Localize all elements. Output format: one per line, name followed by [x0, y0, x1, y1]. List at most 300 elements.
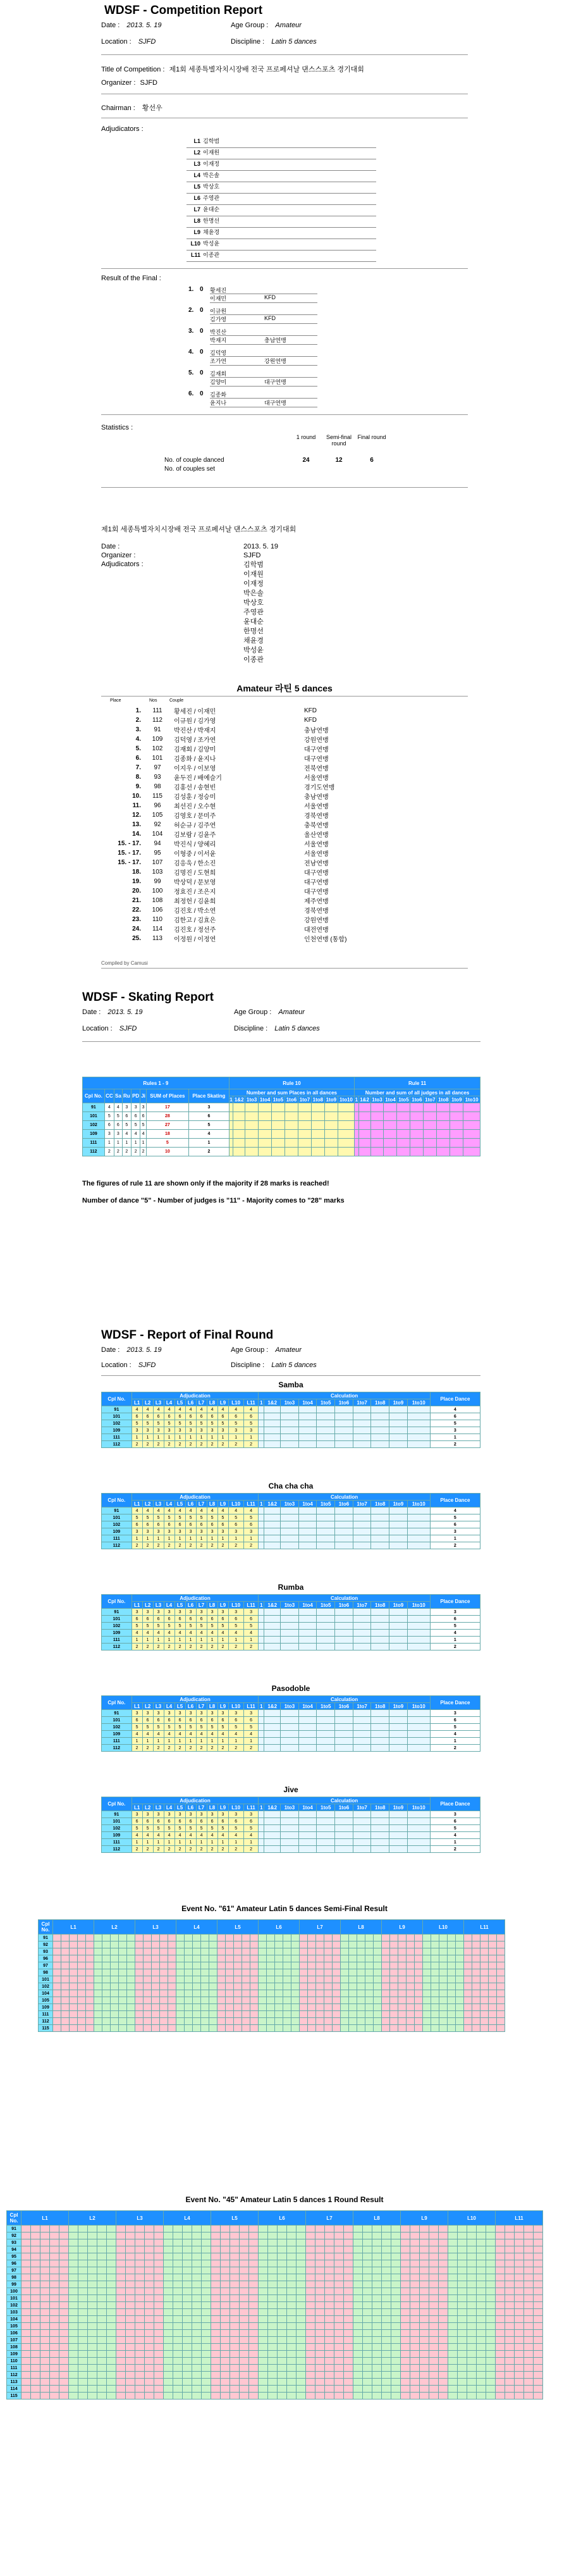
judge-mark: 6 [243, 1616, 259, 1623]
cpl-no: 109 [83, 1130, 105, 1139]
mark-cell [429, 2295, 439, 2302]
mark-cell [486, 2393, 496, 2400]
mark-cell [226, 1955, 234, 1962]
rank-couple: 김진호 / 박소연 [174, 908, 216, 915]
calc-col-header: 1to9 [450, 1096, 463, 1103]
calc-cell [259, 1535, 264, 1542]
mark-cell [69, 2260, 78, 2267]
dance-subheader-row [102, 1399, 480, 1406]
mark-cell [401, 2358, 410, 2365]
mark-cell [40, 2302, 50, 2309]
judge-mark: 2 [132, 1846, 142, 1853]
mark-cell [88, 2288, 97, 2295]
calc-cell [389, 1508, 408, 1514]
mark-cell [154, 2386, 164, 2393]
adjudicator-name: 박은솔 [203, 172, 220, 178]
mark-cell [230, 2302, 240, 2309]
mark-cell [259, 2260, 268, 2267]
judge-mark: 1 [132, 1535, 142, 1542]
mark-cell [70, 2018, 78, 2025]
mark-cell [534, 2337, 543, 2344]
mark-cell [116, 2323, 126, 2330]
mark-cell [135, 2295, 145, 2302]
mark-cell [192, 2344, 202, 2351]
judge-mark: 6 [164, 1616, 174, 1623]
calc-cell [317, 1738, 335, 1745]
mark-cell [94, 1983, 102, 1990]
place-dance: 2 [430, 1542, 480, 1549]
judge-header: L9 [217, 1399, 228, 1406]
mark-cell [315, 2232, 325, 2239]
mark-cell [164, 2344, 173, 2351]
mark-cell [126, 2386, 135, 2393]
mark-cell [145, 2288, 154, 2295]
calc-cell [353, 1811, 371, 1818]
judge-header: L8 [341, 1920, 382, 1935]
mark-cell [357, 1969, 365, 1976]
calc-col-header: 1to5 [317, 1399, 335, 1406]
mark-cell [176, 1948, 185, 1955]
mark-cell [59, 2372, 69, 2379]
calc-col-header: 1to8 [371, 1703, 389, 1710]
mark-cell [61, 2011, 70, 2018]
calc-cell [281, 1616, 299, 1623]
mark-cell [154, 2274, 164, 2281]
cpl-no: 104 [7, 2316, 21, 2323]
mark-cell [410, 2372, 420, 2379]
mark-cell [173, 2246, 183, 2253]
mark-cell [429, 2226, 439, 2232]
mark-cell [515, 2267, 524, 2274]
mark-cell [363, 2260, 372, 2267]
mark-cell [325, 2351, 334, 2358]
rule10-cell [233, 1139, 245, 1148]
cpl-no: 111 [39, 2011, 53, 2018]
ranking-row [104, 715, 420, 725]
mark-cell [173, 2288, 183, 2295]
judge-mark: 3 [196, 1710, 207, 1717]
col-nos-header: Nos [149, 698, 157, 703]
mark-cell [420, 2239, 429, 2246]
mark-cell [267, 2011, 275, 2018]
mark-cell [431, 2004, 439, 2011]
calc-cell [264, 1710, 281, 1717]
cpl-no: 102 [102, 1724, 132, 1731]
mark-cell [21, 2379, 31, 2386]
rule10-cell [245, 1130, 259, 1139]
mark-cell [391, 2372, 401, 2379]
rank-place: 4. [135, 736, 141, 743]
judge-mark: 4 [196, 1731, 207, 1738]
mark-cell [415, 1948, 423, 1955]
result-dancer: 박진산 [210, 329, 227, 335]
judge-mark: 2 [174, 1542, 185, 1549]
rank-place: 7. [135, 764, 141, 771]
mark-cell [242, 1948, 250, 1955]
dance-row [102, 1738, 480, 1745]
mark-cell [372, 2372, 382, 2379]
mark-cell [202, 2316, 211, 2323]
mark-cell [477, 2330, 486, 2337]
result-row [188, 328, 378, 348]
judge-mark: 3 [164, 1811, 174, 1818]
mark-cell [240, 2379, 249, 2386]
mark-cell [242, 1990, 250, 1997]
judge-mark: 3 [217, 1811, 228, 1818]
mark-cell [127, 1969, 135, 1976]
judge-mark: 1 [142, 1434, 153, 1441]
cpl-no: 102 [102, 1825, 132, 1832]
mark-cell [291, 2011, 300, 2018]
mark-cell [407, 1983, 415, 1990]
mark-cell [439, 2226, 448, 2232]
mark-cell [21, 2232, 31, 2239]
mark-cell [353, 2274, 363, 2281]
mark-cell [439, 1955, 448, 1962]
sum-places: 10 [146, 1148, 188, 1156]
mark-cell [78, 2253, 88, 2260]
mark-cell [88, 2295, 97, 2302]
mark-cell [78, 1955, 86, 1962]
rule11-cell [370, 1130, 384, 1139]
result-row [188, 286, 378, 306]
mark-cell [242, 1976, 250, 1983]
judge-header: L9 [401, 2211, 448, 2226]
mark-cell [192, 2260, 202, 2267]
mark-cell [40, 2295, 50, 2302]
mark-cell [126, 2226, 135, 2232]
rank-place: 9. [135, 783, 141, 790]
mark-cell [324, 1941, 333, 1948]
place-dance: 3 [430, 1427, 480, 1434]
mark-cell [458, 2295, 467, 2302]
mark-cell [209, 2004, 217, 2011]
mark-cell [391, 2309, 401, 2316]
mark-cell [324, 1997, 333, 2004]
mark-cell [456, 1976, 464, 1983]
mark-cell [325, 2365, 334, 2372]
judge-mark: 2 [174, 1745, 185, 1752]
age-label: Age Group : [231, 22, 269, 29]
mark-cell [308, 1941, 316, 1948]
rule11-cell [450, 1148, 463, 1156]
mark-cell [448, 2323, 458, 2330]
mark-cell [325, 2267, 334, 2274]
mark-cell [363, 2302, 372, 2309]
calc-cell [353, 1710, 371, 1717]
mark-cell [119, 1941, 127, 1948]
mark-cell [107, 2281, 116, 2288]
mark-cell [240, 2232, 249, 2239]
mark-cell [333, 1948, 341, 1955]
mark-cell [88, 2393, 97, 2400]
mark-cell [439, 2274, 448, 2281]
mark-cell [534, 2239, 543, 2246]
mark-cell [21, 2302, 31, 2309]
calculation-header: Calculation [259, 1392, 430, 1399]
sum-places: 18 [146, 1130, 188, 1139]
mark-cell [353, 2295, 363, 2302]
mark-cell [472, 1983, 480, 1990]
location-row [101, 38, 156, 46]
mark-cell [61, 1955, 70, 1962]
calc-cell [335, 1528, 353, 1535]
rule11-cell [437, 1121, 450, 1130]
rank-club: 제주연맹 [304, 898, 329, 905]
mark-cell [259, 1935, 267, 1941]
mark-cell [333, 1983, 341, 1990]
mark-cell [86, 2011, 94, 2018]
mark-cell [415, 1976, 423, 1983]
mark-cell [505, 2309, 515, 2316]
calc-cell [371, 1609, 389, 1616]
rank-club: 경기도연맹 [304, 784, 335, 791]
mark-cell [97, 2316, 107, 2323]
mark-cell [61, 1935, 70, 1941]
rule11-cell [463, 1121, 480, 1130]
mark-cell [250, 1962, 259, 1969]
mark-cell [398, 1948, 407, 1955]
dance-header-row [102, 1797, 480, 1804]
mark-cell [439, 2323, 448, 2330]
mark-cell [325, 2246, 334, 2253]
mark-cell [97, 2344, 107, 2351]
mark-cell [278, 2309, 287, 2316]
mark-cell [201, 2011, 209, 2018]
mark-cell [407, 2025, 415, 2032]
mark-cell [534, 2260, 543, 2267]
mark-cell [325, 2330, 334, 2337]
mark-cell [420, 2226, 429, 2232]
calc-col-header: 1to5 [397, 1096, 410, 1103]
dance-place: 4 [104, 1103, 114, 1112]
mark-cell [515, 2295, 524, 2302]
calc-cell [371, 1724, 389, 1731]
mark-cell [240, 2309, 249, 2316]
calc-cell [353, 1441, 371, 1448]
rank-club: 대구연맹 [304, 879, 329, 886]
mark-cell [185, 1955, 193, 1962]
judge-mark: 2 [164, 1542, 174, 1549]
grid-row [7, 2260, 543, 2267]
mark-cell [173, 2232, 183, 2239]
mark-cell [372, 2386, 382, 2393]
rank-couple: 김종화 / 윤지나 [174, 756, 216, 763]
adjudicator-row [187, 194, 376, 205]
rank-club: 대전연맹 [304, 927, 329, 934]
mark-cell [275, 2018, 283, 2025]
calc-cell [335, 1839, 353, 1846]
cpl-no: 107 [7, 2337, 21, 2344]
mark-cell [268, 2302, 278, 2309]
mark-cell [144, 1969, 152, 1976]
mark-cell [349, 1955, 357, 1962]
calc-cell [371, 1413, 389, 1420]
dance-row [102, 1441, 480, 1448]
mark-cell [97, 2323, 107, 2330]
mark-cell [439, 2393, 448, 2400]
mark-cell [164, 2323, 173, 2330]
judge-mark: 4 [153, 1731, 164, 1738]
mark-cell [107, 2393, 116, 2400]
mark-cell [211, 2386, 221, 2393]
mark-cell [249, 2379, 259, 2386]
mark-cell [306, 2316, 315, 2323]
mark-cell [221, 2337, 230, 2344]
mark-cell [102, 1976, 111, 1983]
judge-mark: 2 [228, 1542, 243, 1549]
mark-cell [145, 2372, 154, 2379]
result-club: KFD [264, 294, 276, 300]
calc-cell [407, 1738, 430, 1745]
judge-mark: 4 [174, 1731, 185, 1738]
mark-cell [464, 2025, 472, 2032]
mark-cell [173, 2226, 183, 2232]
mark-cell [374, 1990, 382, 1997]
rule10-cell [284, 1103, 298, 1112]
judge-mark: 1 [243, 1738, 259, 1745]
judge-mark: 5 [185, 1420, 196, 1427]
rank-place: 20. [132, 888, 141, 895]
mark-cell [486, 2226, 496, 2232]
mark-cell [94, 1935, 102, 1941]
dance-row [102, 1542, 480, 1549]
mark-cell [107, 2288, 116, 2295]
rule11-cell [424, 1121, 437, 1130]
mark-cell [505, 2246, 515, 2253]
mark-cell [477, 2344, 486, 2351]
mark-cell [193, 2018, 201, 2025]
result-label: Result of the Final : [101, 275, 161, 282]
calc-cell [407, 1535, 430, 1542]
mark-cell [221, 2267, 230, 2274]
rule10-cell [338, 1130, 354, 1139]
calc-cell [317, 1731, 335, 1738]
mark-cell [160, 1948, 168, 1955]
rule10-cell [298, 1121, 311, 1130]
mark-cell [31, 2239, 40, 2246]
dance-name: Rumba [278, 1583, 304, 1592]
mark-cell [176, 1976, 185, 1983]
mark-cell [515, 2239, 524, 2246]
mark-cell [458, 2267, 467, 2274]
cpl-no: 111 [102, 1839, 132, 1846]
cpl-no: 101 [102, 1818, 132, 1825]
mark-cell [250, 2004, 259, 2011]
mark-cell [97, 2302, 107, 2309]
mark-cell [116, 2351, 126, 2358]
mark-cell [119, 1976, 127, 1983]
mark-cell [382, 2267, 391, 2274]
mark-cell [515, 2386, 524, 2393]
mark-cell [497, 1941, 505, 1948]
calc-cell [259, 1623, 264, 1630]
calc-cell [317, 1717, 335, 1724]
rule-10-header: Rule 10 [229, 1077, 354, 1089]
mark-cell [168, 1941, 176, 1948]
rank-couple: 최정헌 / 김윤희 [174, 898, 216, 905]
mark-cell [401, 2302, 410, 2309]
mark-cell [291, 1941, 300, 1948]
grid-row [7, 2226, 543, 2232]
judge-mark: 3 [207, 1528, 217, 1535]
mark-cell [240, 2393, 249, 2400]
mark-cell [398, 1941, 407, 1948]
result-dancer: 이규원 [210, 308, 227, 314]
calc-cell [298, 1818, 317, 1825]
calc-cell [298, 1832, 317, 1839]
mark-cell [107, 2295, 116, 2302]
judge-mark: 5 [132, 1420, 142, 1427]
mark-cell [467, 2288, 477, 2295]
mark-cell [515, 2316, 524, 2323]
sum-places: 5 [146, 1139, 188, 1148]
mark-cell [448, 2018, 456, 2025]
mark-cell [420, 2232, 429, 2239]
mark-cell [524, 2281, 534, 2288]
mark-cell [183, 2344, 192, 2351]
grid-row [7, 2281, 543, 2288]
mark-cell [164, 2386, 173, 2393]
mark-cell [477, 2358, 486, 2365]
mark-cell [464, 2011, 472, 2018]
mark-cell [431, 1969, 439, 1976]
mark-cell [211, 2232, 221, 2239]
place-dance: 3 [430, 1609, 480, 1616]
grid-row [7, 2323, 543, 2330]
mark-cell [86, 1976, 94, 1983]
dance-row [102, 1630, 480, 1637]
mark-cell [40, 2232, 50, 2239]
calc-col-header: 1to7 [353, 1703, 371, 1710]
mark-cell [278, 2239, 287, 2246]
mark-cell [168, 1983, 176, 1990]
calc-cell [407, 1745, 430, 1752]
value: SJFD [119, 1025, 137, 1032]
mark-cell [374, 1941, 382, 1948]
mark-cell [391, 2295, 401, 2302]
judge-mark: 4 [207, 1630, 217, 1637]
calc-cell [389, 1413, 408, 1420]
mark-cell [333, 2004, 341, 2011]
calc-cell [264, 1420, 281, 1427]
judge-mark: 4 [185, 1406, 196, 1413]
mark-cell [259, 2309, 268, 2316]
calc-col-header: 1&2 [264, 1399, 281, 1406]
calc-cell [335, 1514, 353, 1521]
mark-cell [50, 2274, 59, 2281]
result-no: 0 [200, 349, 204, 356]
mark-cell [97, 2274, 107, 2281]
mark-cell [160, 1955, 168, 1962]
mark-cell [391, 2274, 401, 2281]
mark-cell [497, 2004, 505, 2011]
judge-mark: 3 [243, 1811, 259, 1818]
mark-cell [185, 1983, 193, 1990]
mark-cell [31, 2232, 40, 2239]
mark-cell [456, 1962, 464, 1969]
rank-club: 충북연맹 [304, 822, 329, 829]
place-dance: 5 [430, 1825, 480, 1832]
mark-cell [291, 1976, 300, 1983]
mark-cell [448, 2267, 458, 2274]
judge-mark: 1 [174, 1535, 185, 1542]
mark-cell [127, 2004, 135, 2011]
mark-cell [192, 2386, 202, 2393]
grid-row [7, 2372, 543, 2379]
grid-row [7, 2316, 543, 2323]
mark-cell [242, 2025, 250, 2032]
